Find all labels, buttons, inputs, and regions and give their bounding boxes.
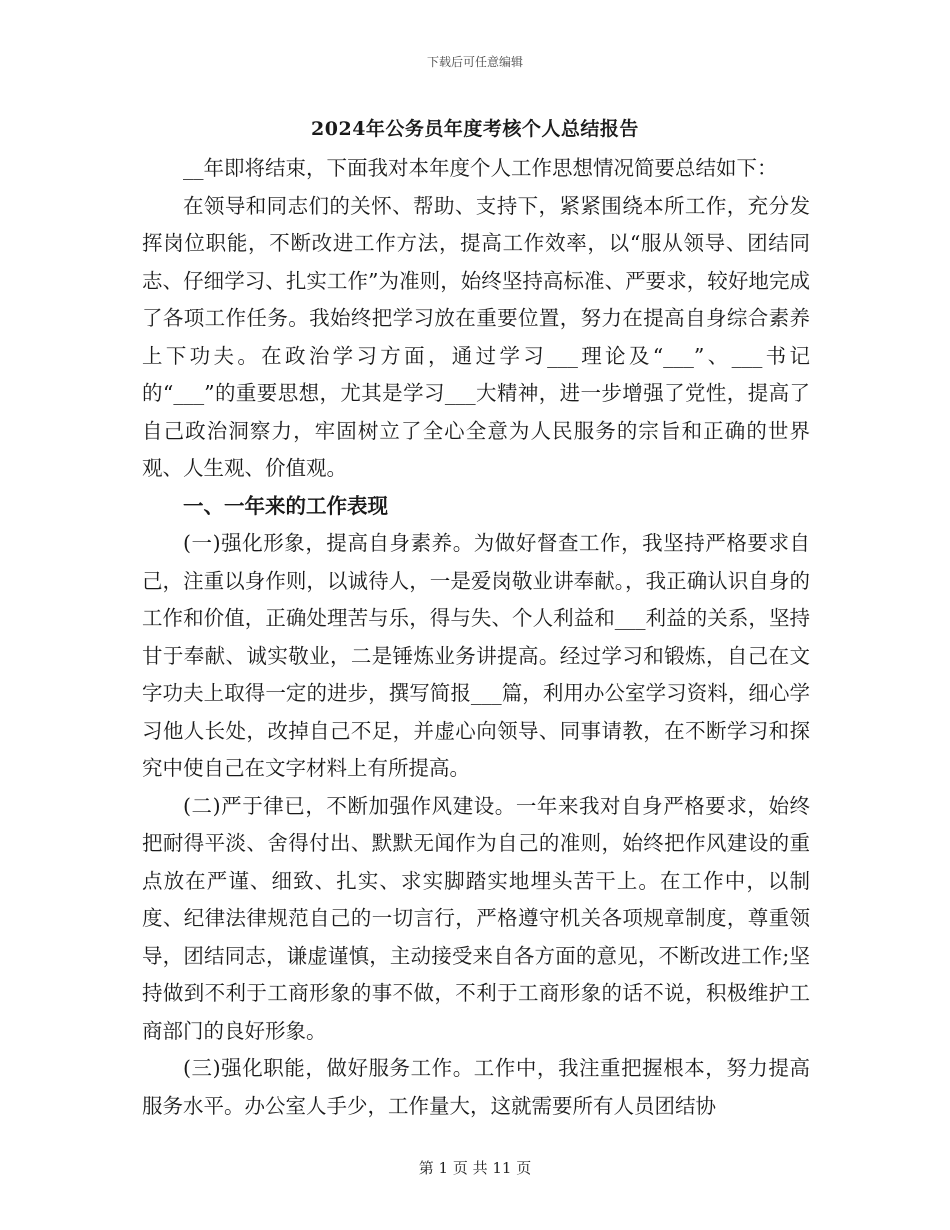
page-number: 第 1 页 共 11 页 (418, 1159, 532, 1177)
header-note: 下载后可任意编辑 (426, 55, 523, 69)
document-title: 2024年公务员年度考核个人总结报告 (311, 118, 639, 140)
document-body (142, 150, 810, 1125)
study-paragraph: 在领导和同志们的关怀、帮助、支持下，紧紧围绕本所工作，充分发挥岗位职能，不断改进工作方法，提高工作效率，以“服从领导、团结同志、仔细学习、扎实工作”为准则，始终坚持高标准、严要求，较好地完成了各项工作任务。我始终把学习放在重要位置，努力在提高自身综合素养上下功夫。在政治学习方面，通过学习___理论及“___”、___书记的“___”的重要思想，尤其是学习___大精神，进一步增强了党性，提高了自己政治洞察力，牢固树立了全心全意为人民服务的宗旨和正确的世界观、人生观、价值观。 (142, 193, 810, 480)
section-paragraph-1: (一)强化形象，提高自身素养。为做好督查工作，我坚持严格要求自己，注重以身作则，以诚待人，一是爱岗敬业讲奉献。，我正确认识自身的工作和价值，正确处理苦与乐，得与失、个人利益和___利益的关系，坚持甘于奉献、诚实敬业，二是锤炼业务讲提高。经过学习和锻炼，自己在文字功夫上取得一定的进步，撰写简报___篇，利用办公室学习资料，细心学习他人长处，改掉自己不足，并虚心向领导、同事请教，在不断学习和探究中使自己在文字材料上有所提高。 (142, 531, 810, 780)
intro-paragraph: __年即将结束，下面我对本年度个人工作思想情况简要总结如下： (183, 156, 778, 180)
section-heading: 一、一年来的工作表现 (183, 493, 388, 518)
section-paragraph-3: (三)强化职能，做好服务工作。工作中，我注重把握根本，努力提高服务水平。办公室人手少，工作量大，这就需要所有人员团结协 (142, 1056, 810, 1118)
section-paragraph-2: (二)严于律已，不断加强作风建设。一年来我对自身严格要求，始终把耐得平淡、舍得付出、默默无闻作为自己的准则，始终把作风建设的重点放在严谨、细致、扎实、求实脚踏实地埋头苦干上。在工作中，以制度、纪律法律规范自己的一切言行，严格遵守机关各项规章制度，尊重领导，团结同志，谦虚谨慎，主动接受来自各方面的意见，不断改进工作;坚持做到不利于工商形象的事不做，不利于工商形象的话不说，积极维护工商部门的良好形象。 (142, 793, 810, 1043)
